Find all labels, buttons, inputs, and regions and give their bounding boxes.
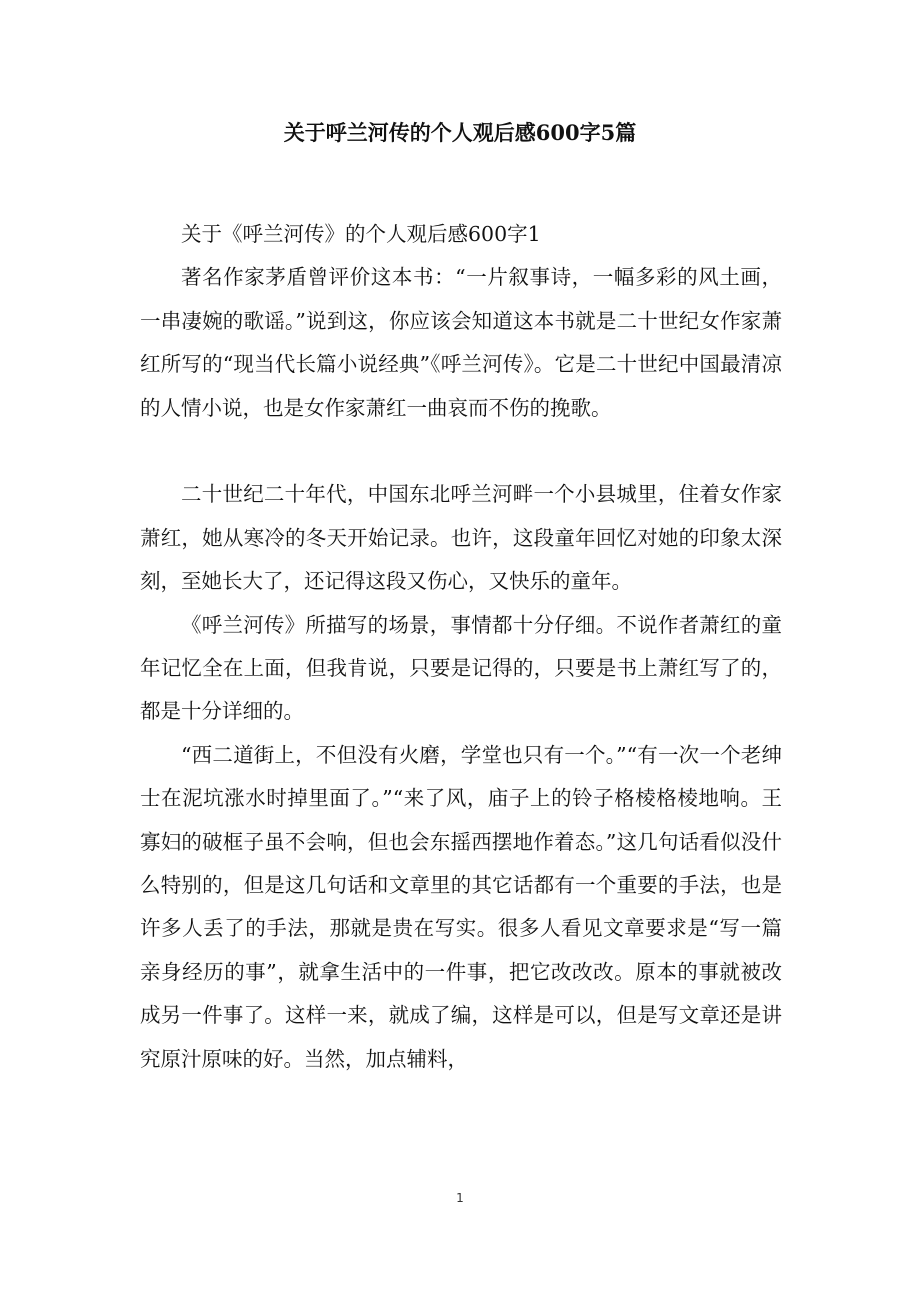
body-paragraph: “西二道街上，不但没有火磨，学堂也只有一个。”“有一次一个老绅士在泥坑涨水时掉里面了。”“来了风，庙子上的铃子格棱格棱地响。王寡妇的破框子虽不会响，但也会东摇西摆地作着态。”这几句话看似没什么特别的，但是这几句话和文章里的其它话都有一个重要的手法，也是许多人丢了的手法，那就是贵在写实。很多人看见文章要求是“写一篇亲身经历的事”，就拿生活中的一件事，把它改改改。原本的事就被改成另一件事了。这样一来，就成了编，这样是可以，但是写文章还是讲究原汁原味的好。当然，加点辅料， bbox=[140, 742, 782, 1071]
body-paragraph: 二十世纪二十年代，中国东北呼兰河畔一个小县城里，住着女作家萧红，她从寒冷的冬天开始记录。也许，这段童年回忆对她的印象太深刻，至她长大了，还记得这段又伤心，又快乐的童年。 bbox=[140, 482, 782, 594]
page-number: 1 bbox=[456, 1191, 464, 1205]
body-paragraph: 《呼兰河传》所描写的场景，事情都十分仔细。不说作者萧红的童年记忆全在上面，但我肯说，只要是记得的，只要是书上萧红写了的，都是十分详细的。 bbox=[140, 612, 782, 724]
paragraph-gap bbox=[140, 430, 782, 473]
section-heading: 关于《呼兰河传》的个人观后感600字1 bbox=[181, 222, 541, 246]
document-body bbox=[140, 213, 782, 1081]
body-paragraph: 著名作家茅盾曾评价这本书：“一片叙事诗，一幅多彩的风土画，一串凄婉的歌谣。”说到这，你应该会知道这本书就是二十世纪女作家萧红所写的“现当代长篇小说经典”《呼兰河传》。它是二十世纪中国最清凉的人情小说，也是女作家萧红一曲哀而不伤的挽歌。 bbox=[140, 265, 782, 420]
document-title: 关于呼兰河传的个人观后感600字5篇 bbox=[283, 120, 637, 145]
